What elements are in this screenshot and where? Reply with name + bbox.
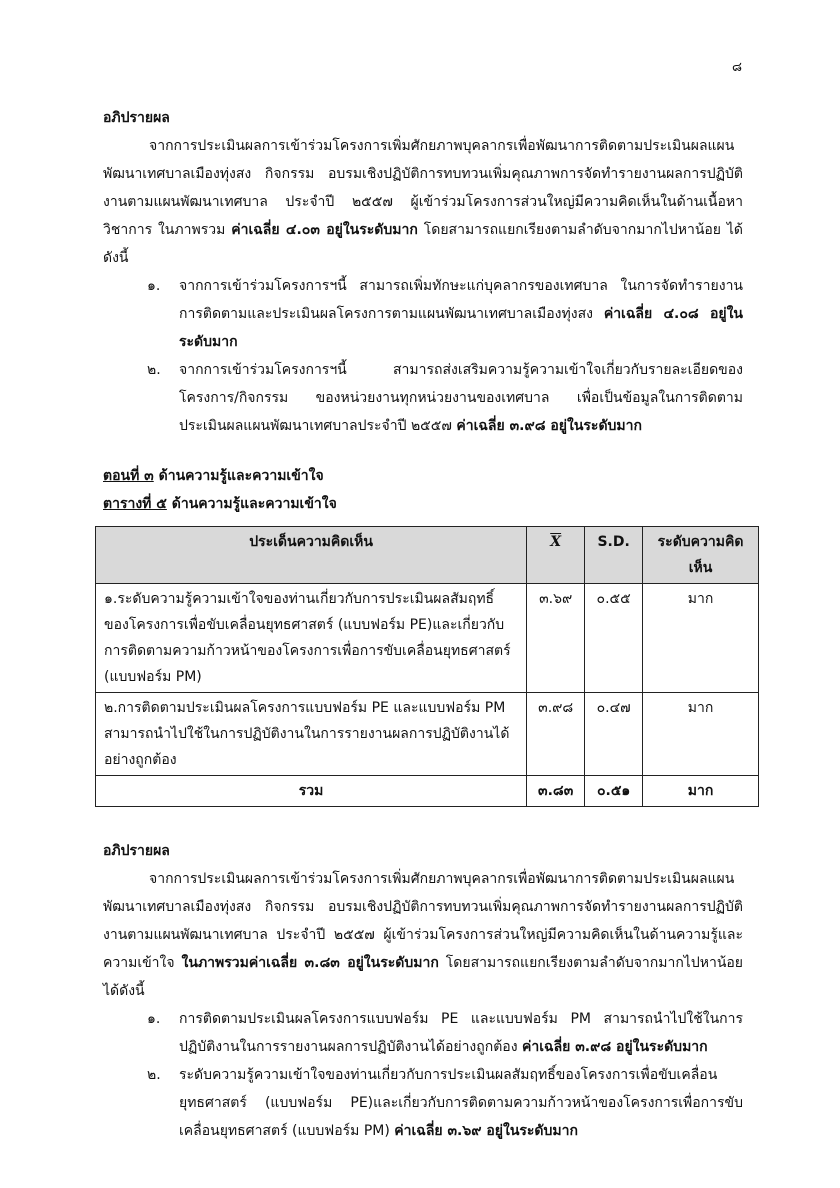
cell-mean: ๓.๙๘ xyxy=(527,693,585,776)
cell-level: มาก xyxy=(643,693,759,776)
list-number: ๑. xyxy=(147,1011,161,1027)
list-highlight: ค่าเฉลี่ย ๓.๖๙ อยู่ในระดับมาก xyxy=(394,1123,578,1139)
document-body xyxy=(103,104,743,1145)
list-item xyxy=(147,356,743,440)
discussion-paragraph-1 xyxy=(103,132,743,272)
discussion-heading-2: อภิปรายผล xyxy=(103,843,170,859)
cell-issue: ๒.การติดตามประเมินผลโครงการแบบฟอร์ม PE และแบบฟอร์ม PM สามารถนำไปใช้ในการปฏิบัติงานในการรายงานผลการปฏิบัติงานได้อย่างถูกต้อง xyxy=(96,693,527,776)
list-text: ระดับความรู้ความเข้าใจของท่านเกี่ยวกับการประเมินผลสัมฤทธิ์ของโครงการเพื่อขับเคลื่อนยุทธศาสตร์ (แบบฟอร์ม PE)และเกี่ยวกับการติดตามความก้าวหน้าของโครงการเพื่อการขับเคลื่อนยุทธศาสตร์ (แบบฟอร์ม PM) xyxy=(179,1067,743,1139)
paragraph-highlight: ค่าเฉลี่ย ๔.๐๓ อยู่ในระดับมาก xyxy=(231,222,418,238)
list-highlight: ค่าเฉลี่ย ๓.๙๘ อยู่ในระดับมาก xyxy=(522,1039,708,1055)
section-name: ด้านความรู้และความเข้าใจ xyxy=(158,468,324,484)
cell-level: มาก xyxy=(643,584,759,693)
list-highlight: ค่าเฉลี่ย ๔.๐๘ อยู่ในระดับมาก xyxy=(179,306,744,350)
paragraph-tail: โดยสามารถแยกเรียงตามลำดับจากมากไปหาน้อยได้ดังนี้ xyxy=(103,955,744,999)
list-number: ๑. xyxy=(147,278,161,294)
list-text: จากการเข้าร่วมโครงการฯนี้ สามารถเพิ่มทักษะแก่บุคลากรของเทศบาล ในการจัดทำรายงานการติดตามและประเมินผลโครงการตามแผนพัฒนาเทศบาลเมืองทุ่งสง xyxy=(179,278,743,322)
page-number: ๘ xyxy=(732,60,743,75)
paragraph-highlight: ในภาพรวมค่าเฉลี่ย ๓.๘๓ อยู่ในระดับมาก xyxy=(181,955,439,971)
section-number: ตอนที่ ๓ xyxy=(103,468,154,484)
discussion-list-1 xyxy=(103,272,743,440)
list-text: จากการเข้าร่วมโครงการฯนี้ สามารถส่งเสริมความรู้ความเข้าใจเกี่ยวกับรายละเอียดของโครงการ/กิจกรรม ของหน่วยงานทุกหน่วยงานของเทศบาล เพื่อเป็นข้อมูลในการติดตามประเมินผลแผนพัฒนาเทศบาลประจำปี ๒๕๕๗ xyxy=(179,362,743,434)
table-name: ด้านความรู้และความเข้าใจ xyxy=(171,496,337,512)
table-total-row xyxy=(96,776,759,807)
cell-sd: ๐.๕๕ xyxy=(585,584,643,693)
header-level: ระดับความคิดเห็น xyxy=(643,527,759,584)
list-text: การติดตามประเมินผลโครงการแบบฟอร์ม PE และแบบฟอร์ม PM สามารถนำไปใช้ในการปฏิบัติงานในการรายงานผลการปฏิบัติงานได้อย่างถูกต้อง xyxy=(179,1011,743,1055)
total-level: มาก xyxy=(643,776,759,807)
cell-mean: ๓.๖๙ xyxy=(527,584,585,693)
paragraph-text: จากการประเมินผลการเข้าร่วมโครงการเพิ่มศักยภาพบุคลากรเพื่อพัฒนาการติดตามประเมินผลแผนพัฒนาเทศบาลเมืองทุ่งสง กิจกรรม อบรมเชิงปฏิบัติการทบทวนเพิ่มคุณภาพการจัดทำรายงานผลการปฏิบัติงานตามแผนพัฒนาเทศบาล ประจำปี ๒๕๕๗ ผู้เข้าร่วมโครงการส่วนใหญ่มีความคิดเห็นในด้านความรู้และความเข้าใจ xyxy=(103,871,743,971)
discussion-list-2 xyxy=(103,1005,743,1145)
list-item xyxy=(147,1061,743,1145)
section-title xyxy=(103,462,743,490)
list-item xyxy=(147,272,743,356)
list-number: ๒. xyxy=(147,1067,161,1083)
header-issue: ประเด็นความคิดเห็น xyxy=(96,527,527,584)
total-label: รวม xyxy=(96,776,527,807)
cell-sd: ๐.๔๗ xyxy=(585,693,643,776)
table-header-row xyxy=(96,527,759,584)
table-row xyxy=(96,693,759,776)
total-mean: ๓.๘๓ xyxy=(527,776,585,807)
discussion-paragraph-2 xyxy=(103,865,743,1005)
header-mean xyxy=(527,527,585,584)
cell-issue: ๑.ระดับความรู้ความเข้าใจของท่านเกี่ยวกับการประเมินผลสัมฤทธิ์ของโครงการเพื่อขับเคลื่อนยุทธศาสตร์ (แบบฟอร์ม PE)และเกี่ยวกับการติดตามความก้าวหน้าของโครงการเพื่อการขับเคลื่อนยุทธศาสตร์ (แบบฟอร์ม PM) xyxy=(96,584,527,693)
table-title xyxy=(103,490,743,518)
table-row xyxy=(96,584,759,693)
paragraph-tail: โดยสามารถแยกเรียงตามลำดับจากมากไปหาน้อย ได้ดังนี้ xyxy=(103,222,744,266)
table-number: ตารางที่ ๕ xyxy=(103,496,167,512)
list-number: ๒. xyxy=(147,362,161,378)
paragraph-text: จากการประเมินผลการเข้าร่วมโครงการเพิ่มศักยภาพบุคลากรเพื่อพัฒนาการติดตามประเมินผลแผนพัฒนาเทศบาลเมืองทุ่งสง กิจกรรม อบรมเชิงปฏิบัติการทบทวนเพิ่มคุณภาพการจัดทำรายงานผลการปฏิบัติงานตามแผนพัฒนาเทศบาล ประจำปี ๒๕๕๗ ผู้เข้าร่วมโครงการส่วนใหญ่มีความคิดเห็นในด้านเนื้อหาวิชาการ ในภาพรวม xyxy=(103,138,743,238)
mean-symbol: $\overline{X}$ xyxy=(550,534,562,550)
list-highlight: ค่าเฉลี่ย ๓.๙๘ อยู่ในระดับมาก xyxy=(456,418,642,434)
list-item xyxy=(147,1005,743,1061)
header-sd: S.D. xyxy=(585,527,643,584)
results-table xyxy=(95,526,759,807)
total-sd: ๐.๕๑ xyxy=(585,776,643,807)
discussion-heading-1: อภิปรายผล xyxy=(103,110,170,126)
